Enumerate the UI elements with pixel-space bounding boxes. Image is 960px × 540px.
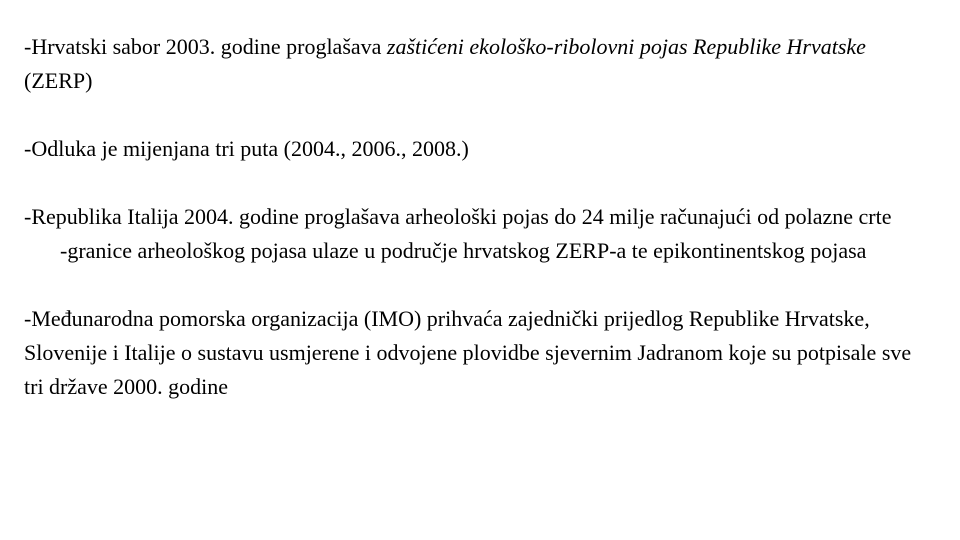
paragraph-imo: -Međunarodna pomorska organizacija (IMO) prihvaća zajednički prijedlog Republike Hrvatske, Slovenije i Italije o sustavu usmjerene i odvojene plovidbe sjevernim Jadranom koje su potpisale sve tri države 2000. godine — [24, 306, 912, 399]
italy-zone-text: -Republika Italija 2004. godine proglašava arheološki pojas do 24 milje računajući od polazne crte — [24, 204, 892, 229]
slide-body — [24, 30, 924, 404]
zerp-text-italic: zaštićeni ekološko-ribolovni pojas Republike Hrvatske — [386, 34, 866, 59]
zerp-text-prefix: -Hrvatski sabor 2003. godine proglašava — [24, 34, 387, 59]
paragraph-italy-archaeological-zone — [24, 200, 924, 268]
paragraph-amendments: -Odluka je mijenjana tri puta (2004., 2006., 2008.) — [24, 136, 469, 161]
italy-zone-subpoint: -granice arheološkog pojasa ulaze u područje hrvatskog ZERP-a te epikontinentskog pojasa — [60, 238, 867, 263]
zerp-text-suffix: (ZERP) — [24, 68, 93, 93]
paragraph-zerp — [24, 30, 924, 98]
